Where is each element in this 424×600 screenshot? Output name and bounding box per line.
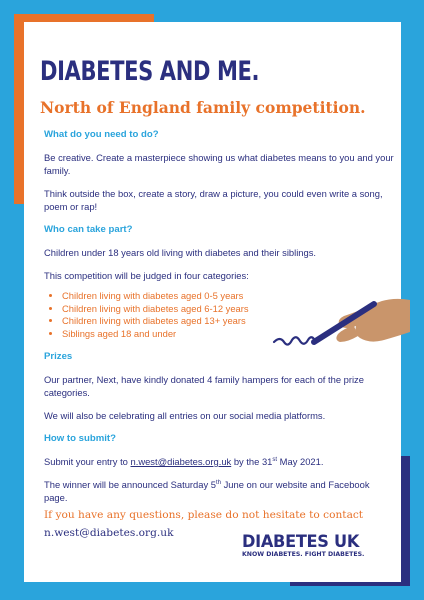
who-paragraph-2: This competition will be judged in four categories: xyxy=(44,270,249,281)
category-item: • Siblings aged 18 and under xyxy=(62,328,394,341)
contact-email: n.west@diabetes.org.uk xyxy=(44,527,174,539)
who-heading: Who can take part? xyxy=(44,224,133,235)
what-paragraph-2: Think outside the box, create a story, draw a picture, you could even write a song, poem or rap! xyxy=(44,188,383,212)
scribble-line xyxy=(274,337,314,344)
submit-paragraph-2 xyxy=(44,478,394,504)
category-item: • Children living with diabetes aged 6-12 years xyxy=(62,303,394,316)
diabetes-uk-logo xyxy=(242,532,392,558)
submit-text: by the 31 xyxy=(231,456,273,467)
who-paragraph-1: Children under 18 years old living with diabetes and their siblings. xyxy=(44,247,317,258)
hand-drawing-illustration xyxy=(270,290,410,365)
prizes-paragraph-1: Our partner, Next, have kindly donated 4 family hampers for each of the prize categories. xyxy=(44,374,364,398)
what-paragraph-1: Be creative. Create a masterpiece showing us what diabetes means to you and your family. xyxy=(44,152,394,176)
submit-paragraph-1 xyxy=(44,455,394,468)
date-suffix: th xyxy=(215,479,221,486)
submit-text: May 2021. xyxy=(277,456,324,467)
category-item: • Children living with diabetes aged 13+ years xyxy=(62,315,394,328)
submit-text: Submit your entry to xyxy=(44,456,131,467)
poster-title: DIABETES AND ME. xyxy=(40,56,260,87)
category-item: • Children living with diabetes aged 0-5 years xyxy=(62,290,394,303)
logo-tagline: KNOW DIABETES. FIGHT DIABETES. xyxy=(242,551,365,558)
contact-text: If you have any questions, please do not hesitate to contact xyxy=(44,509,364,521)
what-heading: What do you need to do? xyxy=(44,129,159,140)
email-link[interactable]: n.west@diabetes.org.uk xyxy=(130,456,232,467)
poster-subtitle: North of England family competition. xyxy=(40,98,366,117)
announce-text: June on our website and Facebook page. xyxy=(44,479,370,503)
date-suffix: st xyxy=(272,456,278,463)
submit-heading: How to submit? xyxy=(44,433,116,444)
announce-text: The winner will be announced Saturday 5 xyxy=(44,479,216,490)
logo-wordmark: DIABETES UK xyxy=(242,532,360,552)
prizes-heading: Prizes xyxy=(44,351,73,362)
prizes-paragraph-2: We will also be celebrating all entries on our social media platforms. xyxy=(44,410,326,421)
pen-tip xyxy=(312,340,317,345)
